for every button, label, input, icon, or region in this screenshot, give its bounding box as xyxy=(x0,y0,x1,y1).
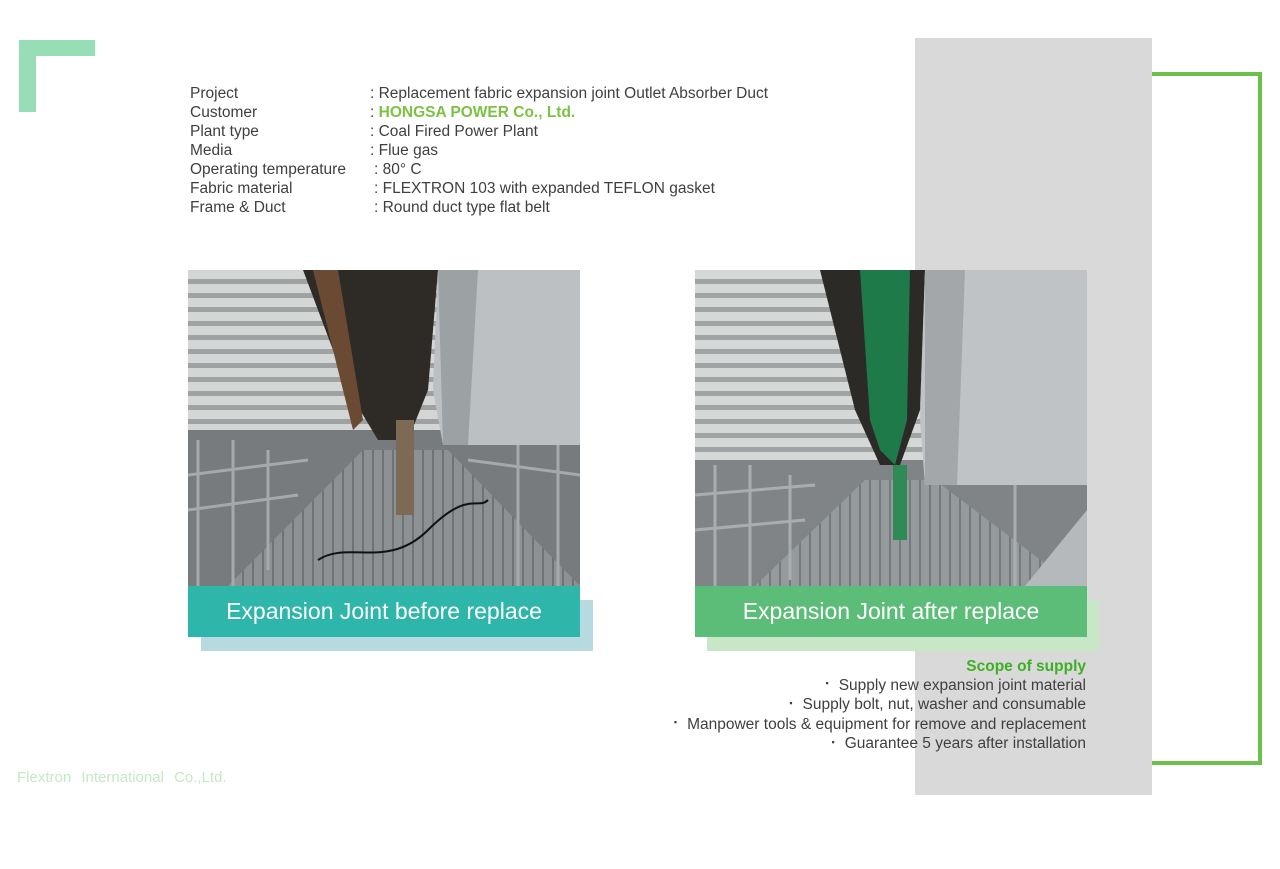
info-label: Frame & Duct xyxy=(190,199,286,216)
scope-of-supply xyxy=(674,657,1086,754)
customer-name: HONGSA POWER Co., Ltd. xyxy=(378,104,576,121)
scope-item xyxy=(674,734,1086,753)
footer-company-name: Flextron International Co.,Ltd. xyxy=(17,769,227,786)
info-value: : FLEXTRON 103 with expanded TEFLON gasket xyxy=(374,180,715,197)
info-value: : Flue gas xyxy=(370,142,439,159)
square-bullet-icon: ▪ xyxy=(789,697,793,708)
square-bullet-icon: ▪ xyxy=(673,717,678,728)
info-label: Plant type xyxy=(190,123,259,140)
info-label: Fabric material xyxy=(190,180,293,197)
scope-item-text: Guarantee 5 years after installation xyxy=(844,735,1086,753)
green-frame-outline xyxy=(1152,72,1262,765)
scope-item-text: Supply bolt, nut, washer and consumable xyxy=(802,696,1086,714)
info-label: Operating temperature xyxy=(190,161,346,178)
info-value: : Coal Fired Power Plant xyxy=(370,123,538,140)
info-value-prefix: : xyxy=(370,104,379,121)
corner-accent-vertical xyxy=(19,40,36,112)
info-value: : Round duct type flat belt xyxy=(374,199,550,216)
scope-item xyxy=(674,695,1086,714)
scope-item-text: Supply new expansion joint material xyxy=(838,677,1086,694)
info-label: Customer xyxy=(190,104,258,121)
info-value: : 80° C xyxy=(374,161,422,178)
scope-item xyxy=(674,676,1086,695)
scope-item xyxy=(674,715,1086,734)
info-label: Media xyxy=(190,142,233,159)
caption-before-replace: Expansion Joint before replace xyxy=(188,586,580,637)
photo-after-replace xyxy=(695,270,1087,586)
photo-before-replace xyxy=(188,270,580,586)
info-label: Project xyxy=(190,85,239,102)
square-bullet-icon: ▪ xyxy=(825,678,829,689)
info-value: : Replacement fabric expansion joint Outlet Absorber Duct xyxy=(370,85,769,102)
info-value xyxy=(370,103,575,122)
square-bullet-icon: ▪ xyxy=(831,736,835,747)
scope-title: Scope of supply xyxy=(966,658,1086,675)
scope-item-text: Manpower tools & equipment for remove and replacement xyxy=(687,715,1086,733)
caption-after-replace: Expansion Joint after replace xyxy=(695,586,1087,637)
